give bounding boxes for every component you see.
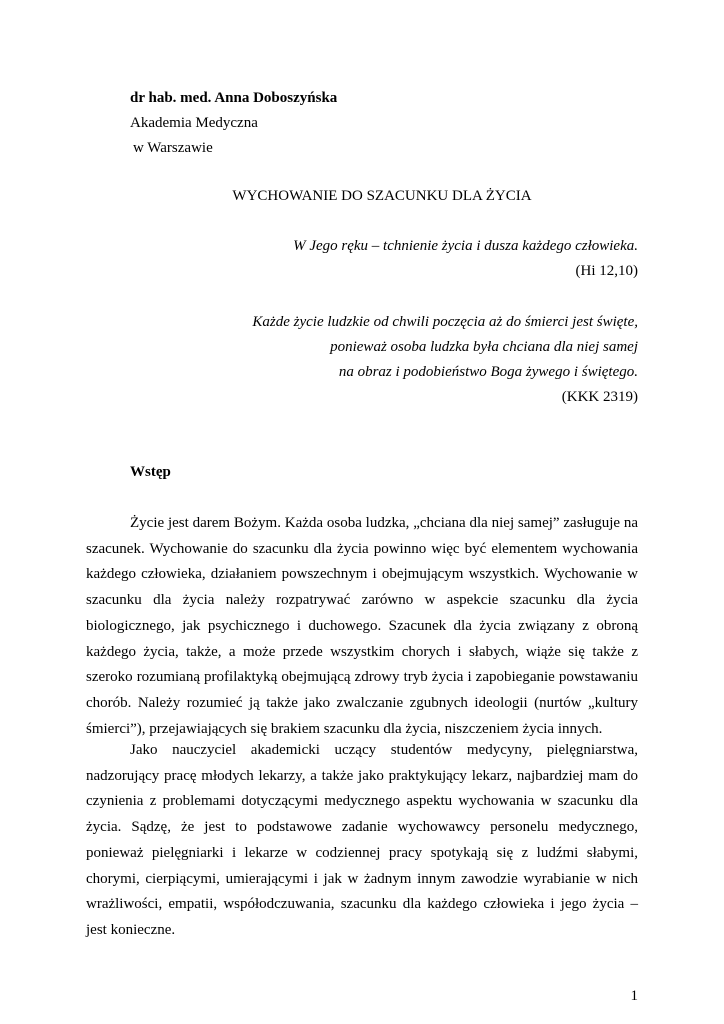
epigraph-2-line-1: Każde życie ludzkie od chwili poczęcia aż do śmierci jest święte, xyxy=(252,314,638,330)
epigraph-2-source: (KKK 2319) xyxy=(561,389,638,405)
epigraph-2-line-3: na obraz i podobieństwo Boga żywego i świętego. xyxy=(338,364,638,380)
epigraph-1-source: (Hi 12,10) xyxy=(575,263,638,279)
epigraph-1 xyxy=(293,234,638,284)
epigraph-1-line-1: W Jego ręku – tchnienie życia i dusza każdego człowieka. xyxy=(293,238,638,254)
section-heading: Wstęp xyxy=(130,464,171,480)
document-title: WYCHOWANIE DO SZACUNKU DLA ŻYCIA xyxy=(232,188,532,204)
affiliation-city: w Warszawie xyxy=(133,140,213,156)
author-block xyxy=(130,86,337,161)
page-number: 1 xyxy=(630,988,638,1004)
body-paragraph-1: Życie jest darem Bożym. Każda osoba ludzka, „chciana dla niej samej” zasługuje na szacunek. Wychowanie do szacunku dla życia powinno więc być elementem wychowania każdego człowieka, działaniem powszechnym i obejmującym wszystkich. Wychowanie w szacunku dla życia należy rozpatrywać zarówno w aspekcie szacunku dla życia biologicznego, jak psychicznego i duchowego. Szacunek dla życia związany z obroną każdego życia, także, a może przede wszystkim chorych i słabych, wiąże się także z szeroko rozumianą profilaktyką obejmującą zdrowy tryb życia i zapobieganie powstawaniu chorób. Należy rozumieć ją także jako zwalczanie zgubnych ideologii (nurtów „kultury śmierci”), przejawiających się brakiem szacunku dla życia, niszczeniem życia innych. xyxy=(86,515,638,737)
body-paragraph-2: Jako nauczyciel akademicki uczący studentów medycyny, pielęgniarstwa, nadzorujący pracę młodych lekarzy, a także jako praktykujący lekarz, najbardziej mam do czynienia z problemami dotyczącymi medycznego aspektu wychowania w szacunku dla życia. Sądzę, że jest to podstawowe zadanie wychowawcy personelu medycznego, ponieważ pielęgniarki i lekarze w codziennej pracy spotykają się z ludźmi słabymi, chorymi, cierpiącymi, umierającymi i jak w żadnym innym zawodzie wyrabianie w nich wrażliwości, empatii, współodczuwania, szacunku dla każdego człowieka i jego życia – jest konieczne. xyxy=(86,742,638,938)
epigraph-2-line-2: ponieważ osoba ludzka była chciana dla niej samej xyxy=(330,339,638,355)
affiliation-institution: Akademia Medyczna xyxy=(130,115,258,131)
author-name: dr hab. med. Anna Doboszyńska xyxy=(130,90,338,106)
epigraph-2 xyxy=(252,310,638,410)
